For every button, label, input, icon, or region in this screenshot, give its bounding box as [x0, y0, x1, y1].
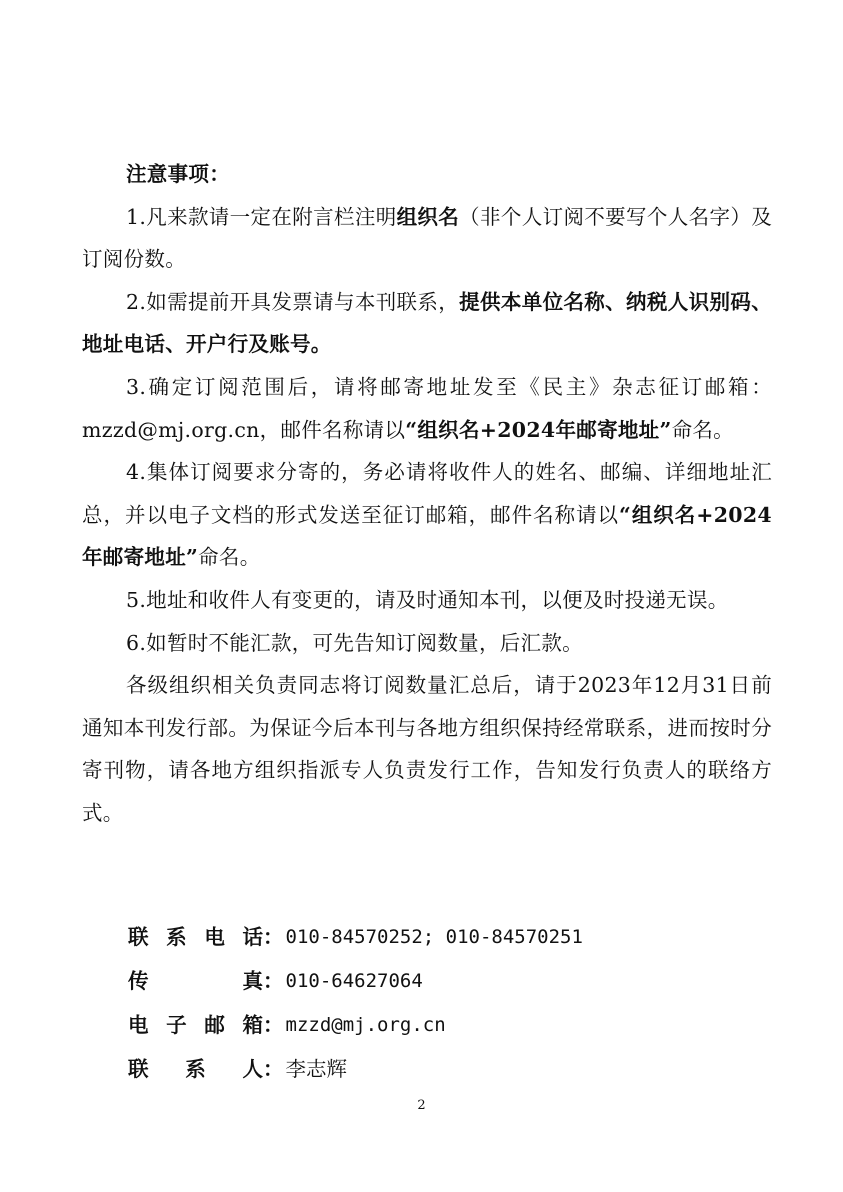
contact-value: 010-84570252; 010-84570251 [285, 926, 583, 948]
contact-label: 联 系 人 [128, 1057, 263, 1081]
paragraph-text: 命名。 [198, 545, 261, 570]
contact-label: 联 系 电 话 [128, 925, 263, 949]
notice-paragraph [82, 281, 772, 366]
paragraph-text: 4.集体订阅要求分寄的，务必请将收件人的姓名、邮编、详细地址汇总，并以电子文档的形式发送至征订邮箱，邮件名称请以 [82, 460, 772, 527]
emphasis-text: 提供本单位名称、纳税人识别码、地址电话、开户行及账号。 [82, 289, 772, 357]
contact-row [128, 1047, 583, 1091]
notice-paragraph [82, 451, 772, 579]
paragraph-text: 1.凡来款请一定在附言栏注明 [126, 204, 397, 229]
paragraph-text: 3.确定订阅范围后，请将邮寄地址发至《民主》杂志征订邮箱：mzzd@mj.org.cn，邮件名称请以 [82, 374, 772, 442]
contact-row [128, 915, 583, 959]
notice-section [82, 153, 772, 835]
contact-colon: ： [263, 1057, 284, 1081]
contact-colon: ： [263, 969, 284, 993]
emphasis-text: “组织名+2024年邮寄地址” [82, 502, 772, 570]
emphasis-text: “组织名+2024年邮寄地址” [405, 417, 672, 442]
paragraph-text: 6.如暂时不能汇款，可先告知订阅数量，后汇款。 [126, 630, 583, 655]
notice-paragraph [82, 622, 772, 665]
notice-items [82, 196, 772, 835]
page-number: 2 [417, 1098, 426, 1113]
notice-paragraph [82, 366, 772, 451]
paragraph-text: 2.如需提前开具发票请与本刊联系， [126, 289, 460, 314]
contact-value: mzzd@mj.org.cn [285, 1014, 446, 1036]
contact-colon: ： [263, 1013, 284, 1037]
paragraph-text: 各级组织相关负责同志将订阅数量汇总后，请于2023年12月31日前通知本刊发行部。为保证今后本刊与各地方组织保持经常联系，进而按时分寄刊物，请各地方组织指派专人负责发行工作，告知发行负责人的联络方式。 [82, 673, 772, 825]
paragraph-text: 5.地址和收件人有变更的，请及时通知本刊，以便及时投递无误。 [126, 587, 729, 612]
notice-paragraph [82, 196, 772, 281]
paragraph-text: 命名。 [671, 417, 734, 442]
notice-paragraph [82, 579, 772, 622]
emphasis-text: 组织名 [396, 204, 460, 229]
contact-row [128, 1003, 583, 1047]
notice-heading: 注意事项： [126, 162, 230, 186]
contact-label: 电 子 邮 箱 [128, 1013, 263, 1037]
contact-row [128, 959, 583, 1003]
contact-value: 李志辉 [285, 1057, 347, 1081]
contact-label: 传 真 [128, 969, 263, 993]
paragraph-text: （非个人订阅不要写个人名字）及订阅份数。 [82, 204, 773, 272]
contact-value: 010-64627064 [285, 970, 423, 992]
contact-block [128, 915, 583, 1091]
notice-paragraph [82, 664, 772, 834]
contact-colon: ： [263, 925, 284, 949]
